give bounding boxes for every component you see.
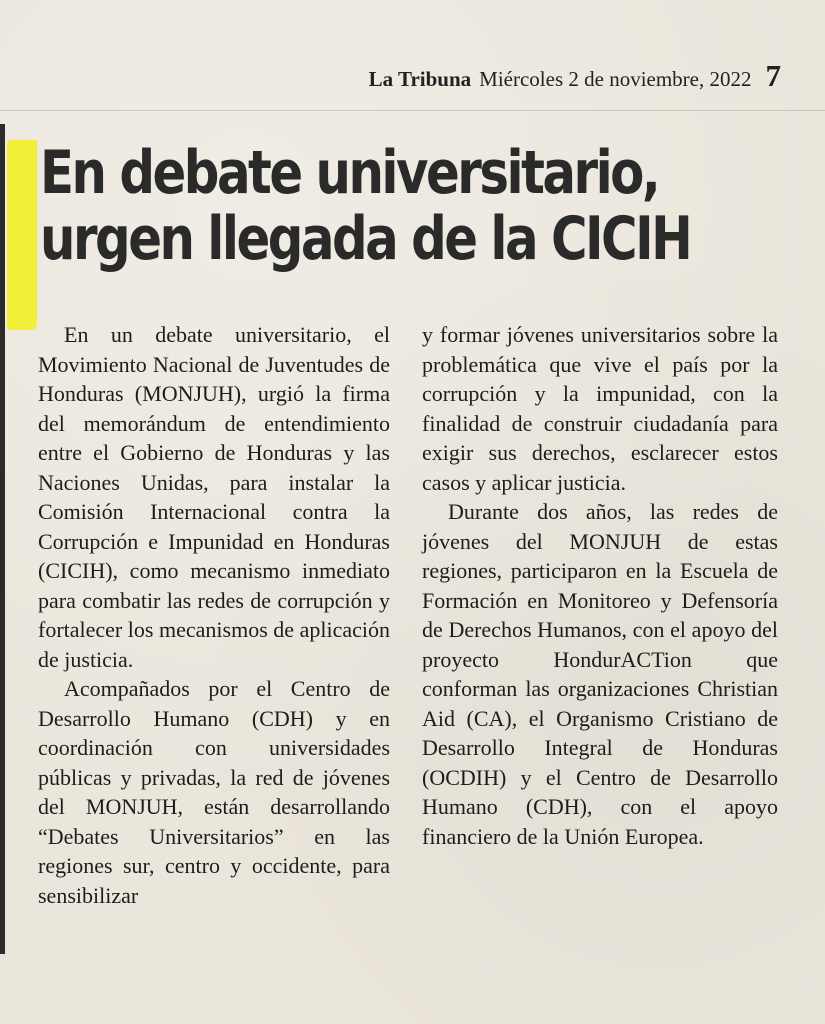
page-header [369, 58, 781, 94]
article-paragraph: Acompañados por el Centro de Desarrollo Humano (CDH) y en coordinación con universidades públicas y privadas, la red de jóvenes del MONJUH, están desarrollando “Debates Universitarios” en las regiones sur, centro y occidente, para sensibilizar [38, 676, 390, 908]
headline-line-2: urgen llegada de la CICIH [40, 204, 691, 274]
bleed-through-rule [0, 110, 825, 111]
highlighter-mark [7, 140, 37, 330]
article-paragraph: Durante dos años, las redes de jóvenes del MONJUH de estas regiones, participaron en la Escuela de Formación en Monitoreo y Defensoría de Derechos Humanos, con el apoyo del proyecto HondurACTion que conforman las organizaciones Christian Aid (CA), el Organismo Cristiano de Desarrollo Integral de Honduras (OCDIH) y el Centro de Desarrollo Humano (CDH), con el apoyo financiero de la Unión Europea. [422, 499, 778, 849]
publication-date: Miércoles 2 de noviembre, 2022 [479, 67, 752, 91]
article-column-left [38, 320, 390, 910]
headline-line-1: En debate universitario, [40, 138, 659, 208]
article-paragraph: En un debate universitario, el Movimiento Nacional de Juventudes de Honduras (MONJUH), urgió la firma del memorándum de entendimiento entre el Gobierno de Honduras y las Naciones Unidas, para instalar la Comisión Internacional contra la Corrupción e Impunidad en Honduras (CICIH), como mecanismo inmediato para combatir las redes de corrupción y fortalecer los mecanismos de aplicación de justicia. [38, 322, 390, 672]
column-rule [0, 124, 5, 954]
article-column-right [422, 320, 778, 851]
page-number: 7 [765, 58, 781, 93]
article-headline [40, 138, 691, 274]
article-paragraph: y formar jóvenes universitarios sobre la problemática que vive el país por la corrupción y la impunidad, con la finalidad de construir ciudadanía para exigir sus derechos, esclarecer estos casos y aplicar justicia. [422, 322, 778, 495]
newspaper-masthead: La Tribuna [368, 67, 472, 91]
